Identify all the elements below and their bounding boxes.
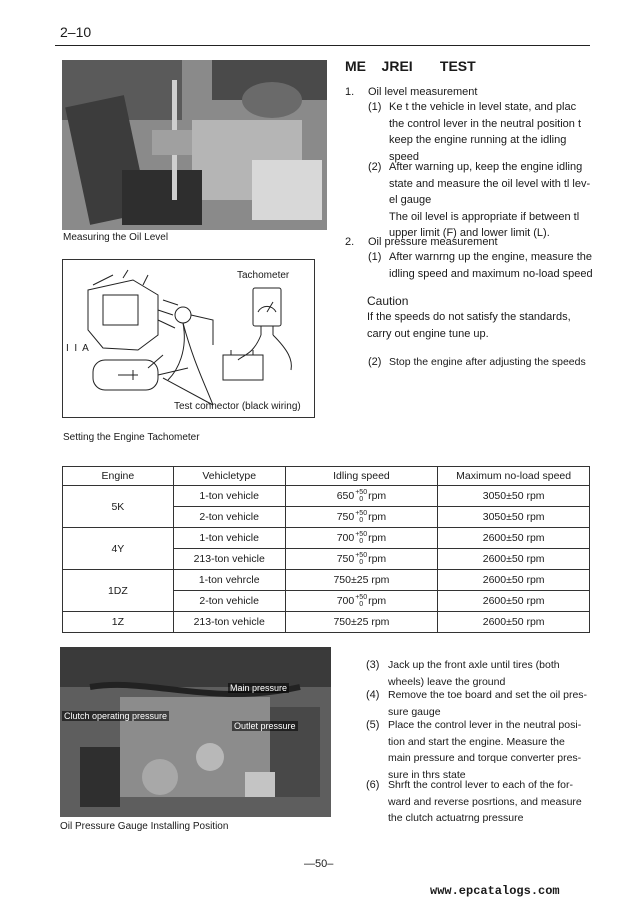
caution-line: carry out engine tune up.	[367, 327, 489, 340]
item-1-1-number: (1)	[368, 101, 382, 113]
clutch-pressure-label: Clutch operating pressure	[64, 711, 168, 721]
idle-tolerance-minus: 0	[359, 517, 364, 524]
vehicle-cell: 2-ton vehicle	[173, 507, 285, 528]
idle-cell	[285, 612, 438, 633]
vehicle-cell: 213-ton vehicle	[173, 549, 285, 570]
idle-unit: rpm	[368, 489, 387, 502]
item-1-title: Oil level measurement	[368, 86, 478, 98]
idle-tolerance-plus: +50	[355, 489, 368, 496]
step-4-line: Remove the toe board and set the oil pres-	[388, 689, 588, 701]
header-idling-speed: Idling speed	[285, 467, 438, 486]
item-1-2-line: el gauge	[389, 194, 432, 206]
idle-tolerance-minus: 0	[359, 538, 364, 545]
page-section-number: 2–10	[60, 24, 92, 40]
idle-value: 700	[336, 531, 355, 544]
item-2-2-text: Stop the engine after adjusting the speeds	[389, 356, 586, 368]
table-row	[63, 486, 590, 507]
idle-unit: rpm	[368, 594, 387, 607]
header-rule	[55, 45, 590, 46]
engine-cell: 4Y	[63, 528, 174, 570]
item-1-2-line: state and measure the oil level with tl lev-	[389, 177, 591, 190]
website-watermark: www.epcatalogs.com	[430, 884, 560, 898]
max-cell: 2600±50 rpm	[438, 549, 590, 570]
tachometer-caption: Setting the Engine Tachometer	[63, 432, 200, 443]
idle-cell	[285, 507, 438, 528]
caution-text	[367, 309, 595, 342]
item-2-2-number: (2)	[368, 356, 382, 368]
idle-value: 650	[336, 489, 355, 502]
idle-value: 750±25 rpm	[333, 616, 390, 628]
item-1-2-line: The oil level is appropriate if between tl	[389, 210, 580, 223]
step-4-number: (4)	[366, 689, 380, 701]
item-1-1-line: keep the engine running at the idling	[389, 134, 567, 146]
table-header-row	[63, 467, 590, 486]
item-1-1-line: the control lever in the neutral position t	[389, 117, 582, 130]
engine-cell: 1Z	[63, 612, 174, 633]
idle-tolerance-minus: 0	[359, 559, 364, 566]
vehicle-cell: 1-ton vehicle	[173, 528, 285, 549]
idle-cell	[285, 486, 438, 507]
oil-pressure-photo	[60, 647, 331, 817]
header-engine: Engine	[63, 467, 174, 486]
step-5-number: (5)	[366, 719, 380, 731]
oil-level-photo	[62, 60, 327, 230]
max-cell: 2600±50 rpm	[438, 612, 590, 633]
idle-value: 750	[336, 552, 355, 565]
max-cell: 2600±50 rpm	[438, 570, 590, 591]
idle-tolerance-plus: +50	[355, 510, 368, 517]
item-1-2-line: upper limit (F) and lower limit (L).	[389, 227, 550, 239]
step-3-line: Jack up the front axle until tires (both	[388, 659, 560, 671]
idle-unit: rpm	[368, 552, 387, 565]
step-6-line: ward and reverse posrtions, and measure	[388, 795, 582, 808]
vehicle-cell: 1-ton vehicle	[173, 486, 285, 507]
step-5-line: main pressure and torque converter pres-	[388, 752, 582, 764]
idle-unit: rpm	[368, 510, 387, 523]
max-cell: 3050±50 rpm	[438, 486, 590, 507]
step-4-line: sure gauge	[388, 705, 441, 718]
tachometer-label: Tachometer	[237, 270, 290, 281]
item-1-1-text	[389, 99, 593, 165]
caution-line: If the speeds do not satisfy the standards,	[367, 311, 571, 323]
idle-cell	[285, 549, 438, 570]
engine-speed-table	[62, 466, 590, 633]
table-row	[63, 528, 590, 549]
step-5-text	[388, 717, 594, 783]
item-2-1-line: idling speed and maximum no-load speed	[389, 267, 593, 280]
outlet-pressure-label: Outlet pressure	[234, 721, 296, 731]
vehicle-cell: 2-ton vehicle	[173, 591, 285, 612]
step-6-text	[388, 777, 594, 827]
step-6-line: the clutch actuatrng pressure	[388, 812, 524, 824]
main-pressure-label: Main pressure	[230, 683, 288, 693]
oil-level-caption: Measuring the Oil Level	[63, 232, 169, 243]
vehicle-cell: 1-ton vehrcle	[173, 570, 285, 591]
step-4-text	[388, 687, 594, 720]
idle-tolerance-plus: +50	[355, 552, 368, 559]
idle-tolerance-minus: 0	[359, 496, 364, 503]
idle-unit: rpm	[368, 531, 387, 544]
step-5-line: sure in thrs state	[388, 768, 466, 781]
step-6-line: Shrft the control lever to each of the for-	[388, 779, 574, 791]
step-6-number: (6)	[366, 779, 380, 791]
item-1-1-line: Ke t the vehicle in level state, and plac	[389, 101, 577, 113]
item-2-1-line: After warnrng up the engine, measure the	[389, 251, 593, 263]
idle-tolerance-plus: +50	[355, 531, 368, 538]
max-cell: 3050±50 rpm	[438, 507, 590, 528]
step-3-text	[388, 657, 594, 690]
item-2-number: 2.	[345, 236, 355, 248]
idle-value: 700	[336, 594, 355, 607]
page-number: —50–	[304, 858, 334, 870]
step-5-line: Place the control lever in the neutral posi-	[388, 719, 582, 731]
step-3-number: (3)	[366, 659, 380, 671]
caution-title: Caution	[367, 294, 409, 308]
header-max-speed: Maximum no-load speed	[438, 467, 590, 486]
idle-cell	[285, 570, 438, 591]
tachometer-diagram-drawing	[63, 260, 314, 417]
tachometer-diagram	[62, 259, 315, 418]
idle-tolerance-minus: 0	[359, 601, 364, 608]
item-1-2-line: After warning up, keep the engine idling	[389, 161, 583, 173]
table-row	[63, 570, 590, 591]
item-2-1-number: (1)	[368, 251, 382, 263]
item-2-title: Oil pressure measurement	[368, 236, 498, 248]
item-2-1-text	[389, 249, 593, 282]
item-1-2-number: (2)	[368, 161, 382, 173]
idle-cell	[285, 528, 438, 549]
vehicle-cell: 213-ton vehicle	[173, 612, 285, 633]
item-1-number: 1.	[345, 86, 355, 98]
max-cell: 2600±50 rpm	[438, 591, 590, 612]
step-3-line: wheels) leave the ground	[388, 675, 506, 688]
oil-pressure-caption: Oil Pressure Gauge Installing Position	[60, 821, 229, 832]
item-1-1-line: speed	[389, 150, 419, 163]
engine-cell: 1DZ	[63, 570, 174, 612]
idle-tolerance-plus: +50	[355, 594, 368, 601]
max-cell: 2600±50 rpm	[438, 528, 590, 549]
item-1-2-text	[389, 159, 593, 242]
section-title: ME JREI TEST	[345, 58, 476, 74]
idle-value: 750	[336, 510, 355, 523]
idle-value: 750±25 rpm	[333, 574, 390, 586]
header-vehicle-type: Vehicletype	[173, 467, 285, 486]
engine-cell: 5K	[63, 486, 174, 528]
idle-cell	[285, 591, 438, 612]
oil-level-photo-image	[62, 60, 327, 230]
table-row	[63, 612, 590, 633]
oil-pressure-photo-image	[60, 647, 331, 817]
test-connector-label: Test connector (black wiring)	[174, 401, 301, 412]
diagram-left-label: I I A	[66, 343, 89, 354]
step-5-line: tion and start the engine. Measure the	[388, 735, 565, 748]
